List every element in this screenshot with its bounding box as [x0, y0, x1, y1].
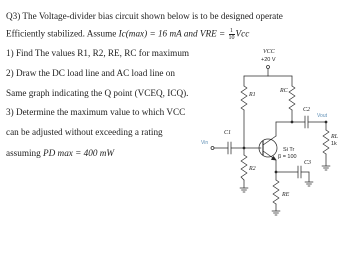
vcc-value: +20 V	[261, 57, 276, 63]
question-item-5-math: PD max = 400 mW	[43, 148, 115, 158]
vcc-node	[267, 66, 270, 69]
question-item-1: 1) Find The values R1, R2, RE, RC for maximum	[6, 48, 190, 58]
r2-label: R2	[249, 166, 256, 172]
r1-label: R1	[249, 92, 256, 98]
c2-label: C2	[303, 107, 311, 113]
transistor-label: Si Tr	[283, 147, 295, 153]
question-item-3b: 3) Determine the maximum value to which VCC	[6, 107, 186, 117]
transistor-collector	[263, 136, 276, 145]
re-label: RE	[282, 192, 290, 198]
c1-label: C1	[224, 130, 232, 136]
transistor-beta: β = 100	[278, 154, 297, 160]
rl-label: RL	[331, 134, 339, 140]
vout-label: Vout	[317, 113, 328, 119]
question-line-2-math: Ic(max) = 16 mA and VRE =	[118, 28, 228, 39]
c3-label: C3	[304, 160, 312, 166]
question-item-2: 2) Draw the DC load line and AC load line on	[6, 68, 175, 78]
question-title: Q3) The Voltage-divider bias circuit shown below is to be designed operate	[6, 11, 283, 21]
question-item-3a: Same graph indicating the Q point (VCEQ, ICQ).	[6, 88, 189, 98]
collector-node	[291, 121, 293, 123]
vcc-label: VCC	[263, 49, 275, 55]
rc-label: RC	[280, 88, 288, 94]
question-line-2-prefix: Efficiently stabilized. Assume	[6, 28, 119, 39]
vin-label: Vin	[201, 140, 209, 146]
re-resistor	[273, 180, 279, 204]
question-item-4: can be adjusted without exceeding a rating	[6, 127, 163, 137]
rc-resistor	[289, 86, 295, 110]
question-line-2-suffix: Vcc	[235, 28, 250, 39]
fraction-denominator: 10	[228, 35, 235, 41]
fraction-numerator: 1	[230, 28, 234, 34]
input-node	[211, 147, 214, 150]
rl-resistor	[323, 130, 329, 154]
question-item-5-prefix: assuming	[6, 148, 44, 158]
r1-resistor	[241, 86, 247, 110]
rl-value: 1k	[331, 141, 337, 147]
r2-resistor	[241, 155, 247, 180]
emitter-node	[275, 171, 277, 173]
base-node	[243, 147, 245, 149]
